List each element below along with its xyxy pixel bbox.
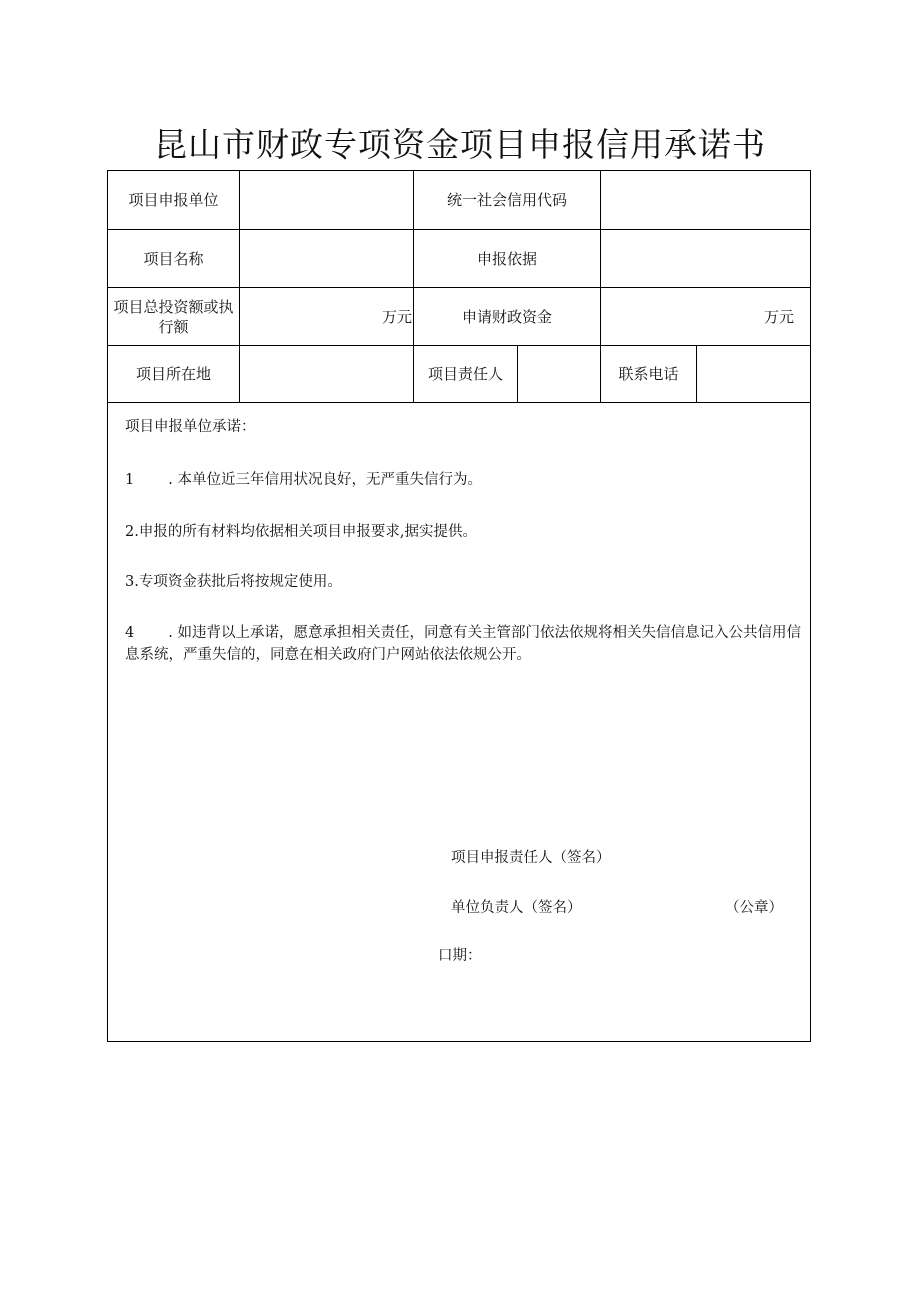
- promise-item-4: [125, 622, 805, 666]
- promise-item-number: 1: [125, 472, 135, 488]
- project-name-field[interactable]: [240, 230, 413, 287]
- seal-label: （公章）: [725, 900, 783, 916]
- promise-item-number: 4: [125, 625, 135, 641]
- promise-item-2: [125, 521, 477, 543]
- label-project-name: 项目名称: [143, 249, 204, 268]
- label-project-location: 项目所在地: [135, 365, 211, 383]
- requested-funds-field[interactable]: [601, 288, 810, 345]
- promise-item-text: 3.专项资金获批后将按规定使用。: [125, 574, 342, 590]
- label-project-leader: 项目责任人: [427, 365, 503, 383]
- responsible-signature-label: 项目申报责任人（签名）: [451, 850, 611, 866]
- promise-item-1: [125, 469, 482, 491]
- applicant-unit-field[interactable]: [240, 171, 413, 229]
- label-application-basis: 申报依据: [476, 249, 537, 268]
- promise-item-text: . 如违背以上承诺，愿意承担相关责任，同意有关主管部门依法依规将相关失信信息记入公共信用信息系统，严重失信的，同意在相关政府门户网站依法依规公开。: [125, 625, 801, 663]
- label-contact-phone: 联系电话: [618, 365, 679, 383]
- label-requested-funds: 申请财政资金: [461, 307, 552, 326]
- promise-item-text: . 本单位近三年信用状况良好，无严重失信行为。: [168, 472, 482, 488]
- label-applicant-unit: 项目申报单位: [128, 191, 219, 209]
- label-total-investment: 项目总投资额或执行额: [113, 297, 234, 336]
- credit-code-field[interactable]: [601, 171, 810, 229]
- label-credit-code: 统一社会信用代码: [446, 191, 567, 209]
- date-label: 口期：: [438, 948, 482, 964]
- credit-commitment-form: [107, 170, 811, 1042]
- page-title: 昆山市财政专项资金项目申报信用承诺书: [154, 125, 766, 164]
- promise-item-text: 2.申报的所有材料均依据相关项目申报要求,据实提供。: [125, 524, 477, 540]
- contact-phone-field[interactable]: [697, 346, 810, 402]
- total-investment-field[interactable]: [240, 288, 413, 345]
- leader-signature-label: 单位负责人（签名）: [451, 900, 582, 916]
- project-location-field[interactable]: [240, 346, 413, 402]
- application-basis-field[interactable]: [601, 230, 810, 287]
- promise-heading: 项目申报单位承诺：: [125, 419, 256, 435]
- row-divider: [108, 402, 810, 403]
- unit-wanyuan: 万元: [763, 307, 794, 326]
- promise-item-3: [125, 571, 342, 593]
- unit-wanyuan: 万元: [381, 307, 412, 326]
- project-leader-field[interactable]: [518, 346, 600, 402]
